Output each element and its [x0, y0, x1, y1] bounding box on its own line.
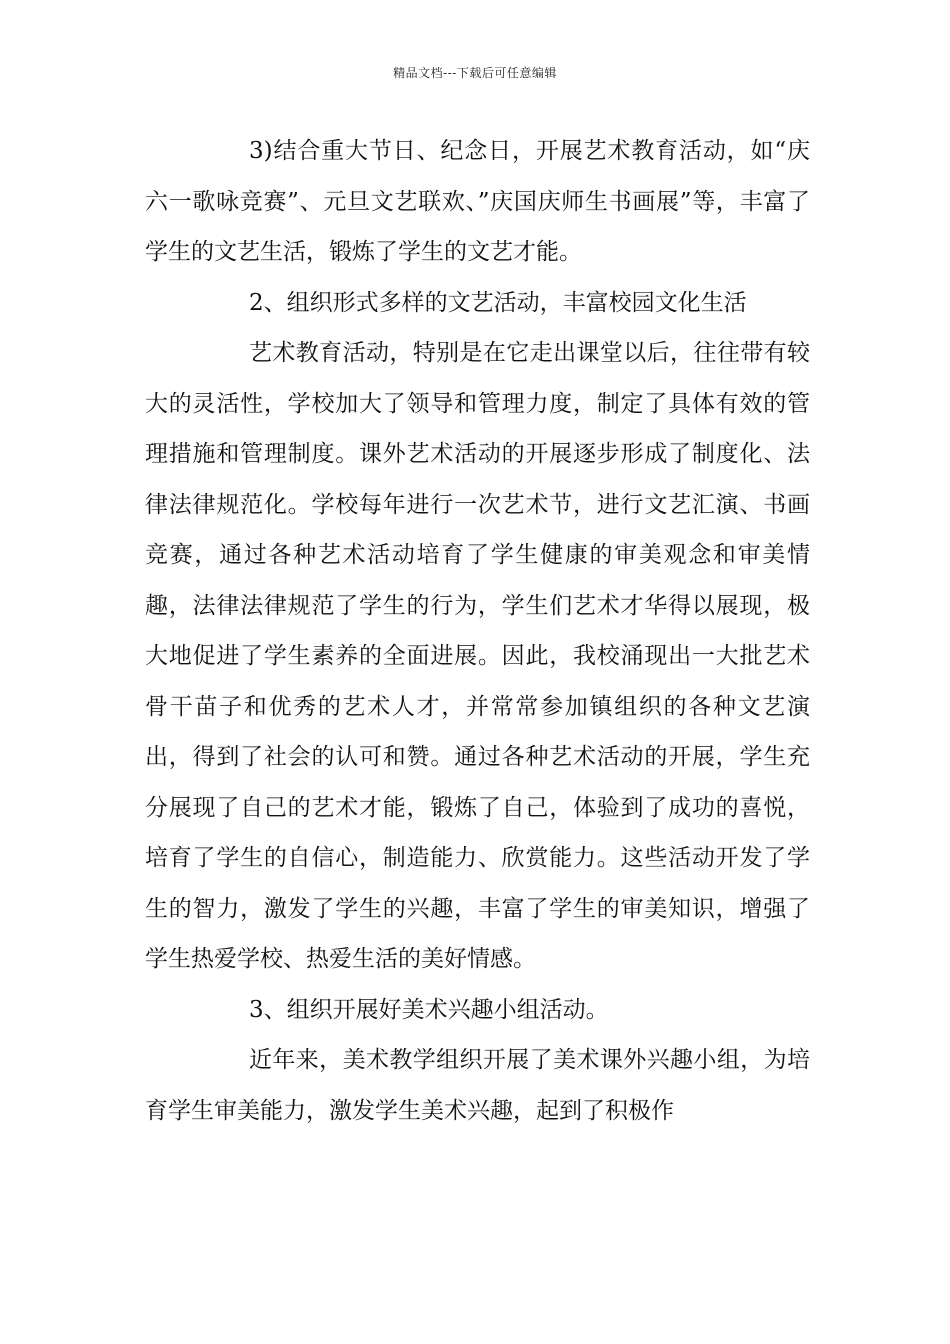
page-header: 精品文档---下载后可任意编辑: [393, 66, 557, 80]
paragraph-art-interest-group: 近年来，美术教学组织开展了美术课外兴趣小组，为培育学生审美能力，激发学生美术兴趣，起到了积极作: [145, 1047, 810, 1124]
section-heading-3: 3、组织开展好美术兴趣小组活动。: [249, 996, 609, 1023]
paragraph-art-education: 艺术教育活动，特别是在它走出课堂以后，往往带有较大的灵活性，学校加大了领导和管理力度，制定了具体有效的管理措施和管理制度。课外艺术活动的开展逐步形成了制度化、法律法律规范化。学校每年进行一次艺术节，进行文艺汇演、书画竞赛，通过各种艺术活动培育了学生健康的审美观念和审美情趣，法律法律规范了学生的行为，学生们艺术才华得以展现，极大地促进了学生素养的全面进展。因此，我校涌现出一大批艺术骨干苗子和优秀的艺术人才，并常常参加镇组织的各种文艺演出，得到了社会的认可和赞。通过各种艺术活动的开展，学生充分展现了自己的艺术才能，锻炼了自己，体验到了成功的喜悦，培育了学生的自信心，制造能力、欣赏能力。这些活动开发了学生的智力，激发了学生的兴趣，丰富了学生的审美知识，增强了学生热爱学校、热爱生活的美好情感。: [145, 340, 810, 972]
paragraph-festival-activities: 3)结合重大节日、纪念日，开展艺术教育活动，如“庆六一歌咏竞赛”、元旦文艺联欢、”庆国庆师生书画展”等，丰富了学生的文艺生活，锻炼了学生的文艺才能。: [145, 138, 810, 265]
document-body: [145, 126, 810, 1136]
section-heading-2: 2、组织形式多样的文艺活动，丰富校园文化生活: [249, 289, 747, 316]
